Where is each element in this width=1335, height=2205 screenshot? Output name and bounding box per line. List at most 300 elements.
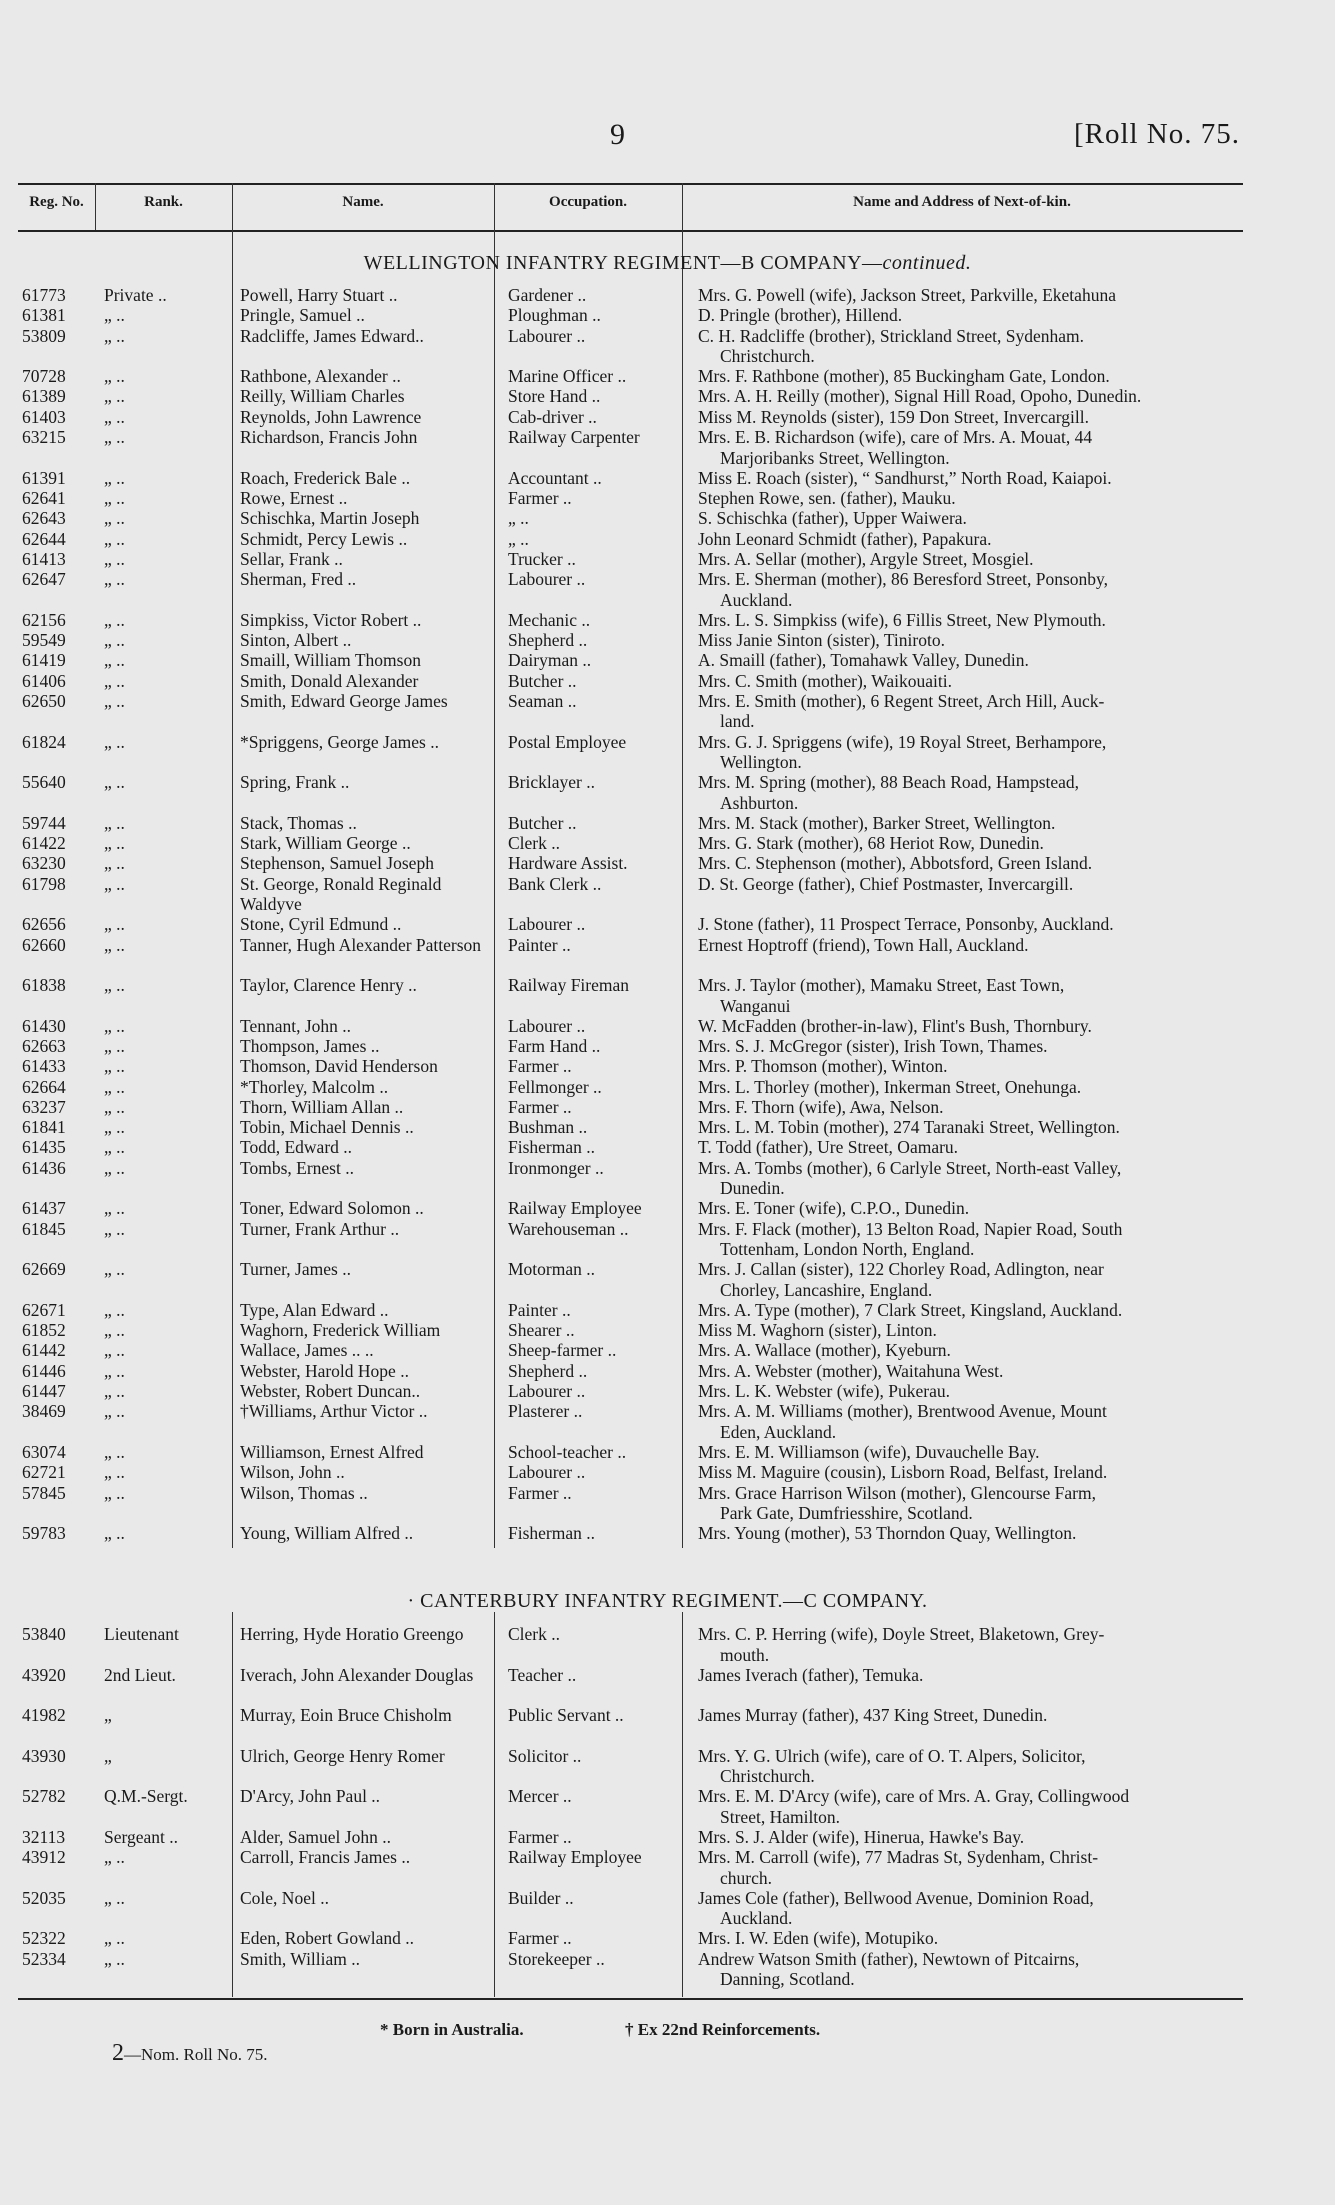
table-row — [0, 1340, 1335, 1360]
rank-cell: „ .. — [104, 1928, 125, 1949]
next-of-kin-cell — [698, 1483, 1243, 1524]
table-row — [0, 1665, 1335, 1706]
next-of-kin-line: Miss Janie Sinton (sister), Tiniroto. — [698, 630, 945, 651]
reg-number: 61391 — [22, 467, 66, 488]
reg-number: 61435 — [22, 1137, 66, 1158]
section-title-wellington — [0, 252, 1335, 275]
rank-cell: „ .. — [104, 1096, 125, 1117]
next-of-kin-cell — [698, 508, 1243, 529]
next-of-kin-continuation: Marjoribanks Street, Wellington. — [720, 447, 950, 468]
rank-cell: Lieutenant — [104, 1624, 179, 1644]
next-of-kin-cell — [698, 1786, 1243, 1827]
rank-cell: „ .. — [104, 1035, 125, 1056]
next-of-kin-line: Mrs. E. Toner (wife), C.P.O., Dunedin. — [698, 1198, 970, 1219]
next-of-kin-cell — [698, 630, 1243, 651]
name-cell: D'Arcy, John Paul .. — [240, 1786, 381, 1807]
reg-number: 61430 — [22, 1015, 66, 1036]
table-row — [0, 488, 1335, 508]
rank-cell: „ .. — [104, 833, 125, 854]
name-cell: Stephenson, Samuel Joseph — [240, 853, 434, 874]
nom-roll-text: —Nom. Roll No. 75. — [124, 2045, 268, 2064]
reg-number: 61442 — [22, 1340, 66, 1361]
name-cell: Stark, William George .. — [240, 833, 411, 854]
next-of-kin-line: Miss M. Maguire (cousin), Lisborn Road, Belfast, Ireland. — [698, 1462, 1108, 1483]
next-of-kin-continuation: Christchurch. — [720, 1766, 815, 1787]
rank-cell: „ .. — [104, 914, 125, 935]
rank-cell: „ .. — [104, 1360, 125, 1381]
occupation-cell: Ploughman .. — [508, 305, 601, 326]
next-of-kin-line: Mrs. Y. G. Ulrich (wife), care of O. T. Alpers, Solicitor, — [698, 1745, 1086, 1766]
occupation-cell: Postal Employee — [508, 731, 627, 752]
rank-cell: „ — [104, 1705, 112, 1726]
next-of-kin-line: Mrs. E. M. Williamson (wife), Duvauchelle Bay. — [698, 1441, 1040, 1462]
name-cell: Toner, Edward Solomon .. — [240, 1198, 424, 1219]
next-of-kin-cell — [698, 1016, 1243, 1037]
name-cell: Smaill, William Thomson — [240, 650, 421, 671]
next-of-kin-cell — [698, 1036, 1243, 1057]
name-cell: Smith, William .. — [240, 1948, 361, 1969]
rank-cell: „ .. — [104, 487, 125, 508]
rank-cell: „ .. — [104, 609, 125, 630]
occupation-cell: Cab-driver .. — [508, 406, 597, 427]
name-cell: *Spriggens, George James .. — [240, 731, 439, 752]
table-row — [0, 1624, 1335, 1665]
next-of-kin-line: Mrs. L. M. Tobin (mother), 274 Taranaki Street, Wellington. — [698, 1117, 1120, 1138]
name-cell: Smith, Edward George James — [240, 690, 448, 711]
rank-cell: „ .. — [104, 630, 125, 651]
occupation-cell: Clerk .. — [508, 1624, 561, 1644]
reg-number: 61824 — [22, 731, 66, 752]
name-cell: Thorn, William Allan .. — [240, 1096, 404, 1117]
rank-cell: „ .. — [104, 548, 125, 569]
reg-number: 38469 — [22, 1401, 66, 1422]
name-cell: Schmidt, Percy Lewis .. — [240, 528, 408, 549]
table-row — [0, 1462, 1335, 1482]
occupation-cell: Labourer .. — [508, 1381, 586, 1402]
reg-number: 61406 — [22, 670, 66, 691]
reg-number: 59783 — [22, 1523, 66, 1544]
rank-cell: „ .. — [104, 1847, 125, 1868]
reg-number: 61413 — [22, 548, 66, 569]
rank-cell: „ .. — [104, 1218, 125, 1239]
nom-roll-num: 2 — [112, 2040, 124, 2066]
next-of-kin-line: Mrs. C. Smith (mother), Waikouaiti. — [698, 670, 952, 691]
rank-cell: „ .. — [104, 1137, 125, 1158]
reg-number: 62644 — [22, 528, 66, 549]
next-of-kin-continuation: mouth. — [720, 1644, 770, 1665]
table-row — [0, 1036, 1335, 1056]
next-of-kin-cell — [698, 366, 1243, 387]
occupation-cell: Shepherd .. — [508, 1360, 588, 1381]
name-cell: Rathbone, Alexander .. — [240, 366, 401, 387]
occupation-cell: Seaman .. — [508, 690, 577, 711]
next-of-kin-line: Mrs. C. P. Herring (wife), Doyle Street, Blaketown, Grey- — [698, 1624, 1105, 1644]
occupation-cell: Fisherman .. — [508, 1137, 596, 1158]
table-row — [0, 1928, 1335, 1948]
footnote-born: * Born in Australia. — [380, 2020, 524, 2039]
rank-cell: „ .. — [104, 427, 125, 448]
next-of-kin-line: Mrs. F. Thorn (wife), Awa, Nelson. — [698, 1096, 944, 1117]
rank-cell: „ .. — [104, 1198, 125, 1219]
reg-number: 62663 — [22, 1035, 66, 1056]
next-of-kin-line: Mrs. L. Thorley (mother), Inkerman Street, Onehunga. — [698, 1076, 1082, 1097]
occupation-cell: Fellmonger .. — [508, 1076, 602, 1097]
table-row — [0, 1198, 1335, 1218]
next-of-kin-line: Mrs. E. B. Richardson (wife), care of Mrs. A. Mouat, 44 — [698, 427, 1093, 448]
occupation-cell: Gardener .. — [508, 285, 587, 305]
rank-cell: „ .. — [104, 1117, 125, 1138]
next-of-kin-line: S. Schischka (father), Upper Waiwera. — [698, 508, 967, 529]
occupation-cell: Marine Officer .. — [508, 366, 627, 387]
reg-number: 61798 — [22, 873, 66, 894]
name-cell: Smith, Donald Alexander — [240, 670, 419, 691]
rank-cell: 2nd Lieut. — [104, 1664, 176, 1685]
table-row — [0, 1827, 1335, 1847]
next-of-kin-cell — [698, 1117, 1243, 1138]
next-of-kin-line: Mrs. G. Stark (mother), 68 Heriot Row, Dunedin. — [698, 833, 1044, 854]
occupation-cell: Accountant .. — [508, 467, 602, 488]
next-of-kin-line: James Iverach (father), Temuka. — [698, 1664, 924, 1685]
next-of-kin-continuation: Dunedin. — [720, 1178, 785, 1199]
occupation-cell: Labourer .. — [508, 325, 586, 346]
next-of-kin-continuation: church. — [720, 1867, 772, 1888]
name-cell: Todd, Edward .. — [240, 1137, 353, 1158]
table-row — [0, 975, 1335, 1016]
next-of-kin-cell — [698, 285, 1243, 306]
name-cell: Ulrich, George Henry Romer — [240, 1745, 445, 1766]
name-cell: Thomson, David Henderson — [240, 1056, 438, 1077]
reg-number: 43912 — [22, 1847, 66, 1868]
rank-cell: „ .. — [104, 1948, 125, 1969]
reg-number: 61389 — [22, 386, 66, 407]
reg-number: 62664 — [22, 1076, 66, 1097]
next-of-kin-line: Miss M. Reynolds (sister), 159 Don Street, Invercargill. — [698, 406, 1089, 427]
next-of-kin-continuation: Christchurch. — [720, 346, 815, 367]
name-cell: Thompson, James .. — [240, 1035, 380, 1056]
table-row — [0, 772, 1335, 813]
table-row — [0, 1401, 1335, 1442]
next-of-kin-cell — [698, 853, 1243, 874]
next-of-kin-line: T. Todd (father), Ure Street, Oamaru. — [698, 1137, 959, 1158]
rank-cell: „ .. — [104, 1482, 125, 1503]
occupation-cell: Butcher .. — [508, 812, 577, 833]
reg-number: 62156 — [22, 609, 66, 630]
reg-number: 53840 — [22, 1624, 66, 1644]
next-of-kin-cell — [698, 914, 1243, 935]
reg-number: 59549 — [22, 630, 66, 651]
rank-cell: „ .. — [104, 1887, 125, 1908]
name-cell: Wallace, James .. .. — [240, 1340, 374, 1361]
next-of-kin-cell — [698, 1381, 1243, 1402]
reg-number: 61841 — [22, 1117, 66, 1138]
table-row — [0, 1097, 1335, 1117]
occupation-cell: Hardware Assist. — [508, 853, 628, 874]
next-of-kin-cell — [698, 732, 1243, 773]
next-of-kin-cell — [698, 1219, 1243, 1260]
section-title-continued: continued. — [882, 252, 972, 274]
occupation-cell: Labourer .. — [508, 569, 586, 590]
reg-number: 61852 — [22, 1320, 66, 1341]
next-of-kin-cell — [698, 1949, 1243, 1990]
reg-number: 62647 — [22, 569, 66, 590]
table-row — [0, 813, 1335, 833]
next-of-kin-cell — [698, 1442, 1243, 1463]
next-of-kin-line: D. St. George (father), Chief Postmaster, Invercargill. — [698, 873, 1074, 894]
name-cell: Wilson, Thomas .. — [240, 1482, 368, 1503]
occupation-cell: Bushman .. — [508, 1117, 588, 1138]
rank-cell: „ .. — [104, 1340, 125, 1361]
table-row — [0, 1888, 1335, 1929]
occupation-cell: Plasterer .. — [508, 1401, 583, 1422]
next-of-kin-line: Mrs. S. J. McGregor (sister), Irish Town, Thames. — [698, 1035, 1048, 1056]
occupation-cell: Farm Hand .. — [508, 1035, 601, 1056]
reg-number: 63230 — [22, 853, 66, 874]
name-cell: Turner, James .. — [240, 1259, 351, 1280]
roll-table-wellington — [0, 285, 1335, 1543]
next-of-kin-cell — [698, 1300, 1243, 1321]
next-of-kin-cell — [698, 1847, 1243, 1888]
next-of-kin-cell — [698, 549, 1243, 570]
occupation-cell: Shearer .. — [508, 1320, 575, 1341]
name-cell: *Thorley, Malcolm .. — [240, 1076, 389, 1097]
next-of-kin-cell — [698, 1665, 1243, 1686]
name-cell: Webster, Robert Duncan.. — [240, 1381, 421, 1402]
reg-number: 61381 — [22, 305, 66, 326]
reg-number: 61433 — [22, 1056, 66, 1077]
next-of-kin-continuation: Park Gate, Dumfriesshire, Scotland. — [720, 1503, 973, 1524]
name-cell: Iverach, John Alexander Douglas — [240, 1664, 474, 1685]
header-kin: Name and Address of Next-of-kin. — [853, 194, 1071, 210]
table-row — [0, 549, 1335, 569]
table-row — [0, 468, 1335, 488]
occupation-cell: Teacher .. — [508, 1664, 577, 1685]
name-cell: Tanner, Hugh Alexander Patterson — [240, 934, 482, 955]
reg-number: 61437 — [22, 1198, 66, 1219]
occupation-cell: Mercer .. — [508, 1786, 572, 1807]
occupation-cell: Farmer .. — [508, 1056, 572, 1077]
name-cell: †Williams, Arthur Victor .. — [240, 1401, 428, 1422]
name-cell: Richardson, Francis John — [240, 427, 418, 448]
table-row — [0, 671, 1335, 691]
next-of-kin-line: Mrs. F. Flack (mother), 13 Belton Road, Napier Road, South — [698, 1218, 1123, 1239]
next-of-kin-continuation: Chorley, Lancashire, England. — [720, 1279, 933, 1300]
occupation-cell: Farmer .. — [508, 1826, 572, 1847]
occupation-cell: Dairyman .. — [508, 650, 592, 671]
next-of-kin-line: Andrew Watson Smith (father), Newtown of Pitcairns, — [698, 1948, 1080, 1969]
name-cell: Reynolds, John Lawrence — [240, 406, 422, 427]
reg-number: 61403 — [22, 406, 66, 427]
next-of-kin-cell — [698, 1888, 1243, 1929]
name-cell: Alder, Samuel John .. — [240, 1826, 391, 1847]
table-row — [0, 285, 1335, 305]
next-of-kin-line: Mrs. G. Powell (wife), Jackson Street, Parkville, Eketahuna — [698, 285, 1116, 305]
next-of-kin-line: Mrs. Young (mother), 53 Thorndon Quay, Wellington. — [698, 1523, 1077, 1544]
table-row — [0, 1847, 1335, 1888]
table-row — [0, 1259, 1335, 1300]
reg-number: 43930 — [22, 1745, 66, 1766]
table-row — [0, 1361, 1335, 1381]
occupation-cell: Bricklayer .. — [508, 772, 595, 793]
nom-roll-footer — [112, 2040, 268, 2067]
reg-number: 70728 — [22, 366, 66, 387]
next-of-kin-cell — [698, 1320, 1243, 1341]
footer-rule — [18, 1998, 1243, 2000]
rank-cell: „ .. — [104, 467, 125, 488]
table-row — [0, 1137, 1335, 1157]
rank-cell: „ .. — [104, 1401, 125, 1422]
next-of-kin-line: Mrs. J. Callan (sister), 122 Chorley Road, Adlington, near — [698, 1259, 1104, 1280]
table-row — [0, 569, 1335, 610]
table-row — [0, 1705, 1335, 1746]
next-of-kin-line: Mrs. M. Carroll (wife), 77 Madras St, Sydenham, Christ- — [698, 1847, 1099, 1868]
name-cell: Tombs, Ernest .. — [240, 1157, 354, 1178]
footnote-ex: † Ex 22nd Reinforcements. — [625, 2020, 821, 2039]
table-row — [0, 1442, 1335, 1462]
header-bottom-rule — [18, 230, 1243, 232]
occupation-cell: Painter .. — [508, 1299, 571, 1320]
reg-number: 63215 — [22, 427, 66, 448]
occupation-cell: Railway Employee — [508, 1847, 642, 1868]
next-of-kin-line: Ernest Hoptroff (friend), Town Hall, Auckland. — [698, 934, 1029, 955]
occupation-cell: Trucker .. — [508, 548, 576, 569]
name-cell: Reilly, William Charles — [240, 386, 405, 407]
name-cell: Williamson, Ernest Alfred — [240, 1441, 424, 1462]
occupation-cell: School-teacher .. — [508, 1441, 627, 1462]
name-cell: Wilson, John .. — [240, 1462, 345, 1483]
rank-cell: „ — [104, 1745, 112, 1766]
rank-cell: „ .. — [104, 975, 125, 996]
next-of-kin-cell — [698, 1340, 1243, 1361]
reg-number: 61845 — [22, 1218, 66, 1239]
next-of-kin-line: Mrs. I. W. Eden (wife), Motupiko. — [698, 1928, 939, 1949]
reg-number: 57845 — [22, 1482, 66, 1503]
next-of-kin-cell — [698, 691, 1243, 732]
next-of-kin-line: James Cole (father), Bellwood Avenue, Dominion Road, — [698, 1887, 1094, 1908]
reg-number: 63237 — [22, 1096, 66, 1117]
occupation-cell: Railway Fireman — [508, 975, 630, 996]
reg-number: 62641 — [22, 487, 66, 508]
name-cell: Sinton, Albert .. — [240, 630, 352, 651]
occupation-cell: Builder .. — [508, 1887, 574, 1908]
occupation-cell: Shepherd .. — [508, 630, 588, 651]
next-of-kin-line: Mrs. E. Sherman (mother), 86 Beresford Street, Ponsonby, — [698, 569, 1109, 590]
name-cell: Spring, Frank .. — [240, 772, 350, 793]
table-row — [0, 1077, 1335, 1097]
next-of-kin-line: John Leonard Schmidt (father), Papakura. — [698, 528, 992, 549]
name-cell: St. George, Ronald Reginald Waldyve — [240, 873, 442, 915]
next-of-kin-line: Mrs. F. Rathbone (mother), 85 Buckingham Gate, London. — [698, 366, 1110, 387]
next-of-kin-line: Mrs. A. Type (mother), 7 Clark Street, Kingsland, Auckland. — [698, 1299, 1123, 1320]
reg-number: 32113 — [22, 1826, 66, 1847]
next-of-kin-line: Mrs. J. Taylor (mother), Mamaku Street, East Town, — [698, 975, 1065, 996]
name-cell: Stone, Cyril Edmund .. — [240, 914, 402, 935]
occupation-cell: „ .. — [508, 508, 529, 529]
header-rank: Rank. — [144, 194, 183, 210]
next-of-kin-cell — [698, 935, 1243, 956]
next-of-kin-line: D. Pringle (brother), Hillend. — [698, 305, 903, 326]
next-of-kin-line: Mrs. M. Spring (mother), 88 Beach Road, Hampstead, — [698, 772, 1080, 793]
next-of-kin-cell — [698, 833, 1243, 854]
next-of-kin-continuation: Eden, Auckland. — [720, 1421, 837, 1442]
table-row — [0, 1219, 1335, 1260]
table-row — [0, 407, 1335, 427]
next-of-kin-cell — [698, 1198, 1243, 1219]
next-of-kin-cell — [698, 1056, 1243, 1077]
next-of-kin-line: Mrs. P. Thomson (mother), Winton. — [698, 1056, 948, 1077]
next-of-kin-line: Mrs. A. Sellar (mother), Argyle Street, Mosgiel. — [698, 548, 1034, 569]
table-row — [0, 610, 1335, 630]
rank-cell: „ .. — [104, 812, 125, 833]
table-row — [0, 1949, 1335, 1990]
next-of-kin-cell — [698, 529, 1243, 550]
next-of-kin-cell — [698, 1137, 1243, 1158]
section-title-main: WELLINGTON INFANTRY REGIMENT—B COMPANY— — [363, 252, 883, 274]
next-of-kin-cell — [698, 427, 1243, 468]
reg-number: 61422 — [22, 833, 66, 854]
rank-cell: „ .. — [104, 1381, 125, 1402]
occupation-cell: Solicitor .. — [508, 1745, 582, 1766]
name-cell: Stack, Thomas .. — [240, 812, 357, 833]
next-of-kin-cell — [698, 1077, 1243, 1098]
reg-number: 61447 — [22, 1381, 66, 1402]
reg-number: 62660 — [22, 934, 66, 955]
reg-number: 62721 — [22, 1462, 66, 1483]
next-of-kin-cell — [698, 650, 1243, 671]
next-of-kin-cell — [698, 386, 1243, 407]
table-row — [0, 1016, 1335, 1036]
occupation-cell: Labourer .. — [508, 1015, 586, 1036]
roll-label: [Roll No. 75. — [1073, 118, 1240, 150]
next-of-kin-cell — [698, 1361, 1243, 1382]
rank-cell: „ .. — [104, 1259, 125, 1280]
occupation-cell: Bank Clerk .. — [508, 873, 602, 894]
name-cell: Murray, Eoin Bruce Chisholm — [240, 1705, 452, 1726]
occupation-cell: Railway Carpenter — [508, 427, 640, 448]
reg-number: 62650 — [22, 690, 66, 711]
occupation-cell: Labourer .. — [508, 1462, 586, 1483]
next-of-kin-cell — [698, 569, 1243, 610]
name-cell: Taylor, Clarence Henry .. — [240, 975, 417, 996]
reg-number: 52334 — [22, 1948, 66, 1969]
occupation-cell: Farmer .. — [508, 1928, 572, 1949]
name-cell: Carroll, Francis James .. — [240, 1847, 411, 1868]
reg-number: 61419 — [22, 650, 66, 671]
rank-cell: „ .. — [104, 406, 125, 427]
reg-number: 62671 — [22, 1299, 66, 1320]
next-of-kin-line: Mrs. A. Tombs (mother), 6 Carlyle Street, North-east Valley, — [698, 1157, 1122, 1178]
section-title-canterbury: · CANTERBURY INFANTRY REGIMENT.—C COMPANY. — [407, 1590, 928, 1612]
table-row — [0, 326, 1335, 367]
next-of-kin-line: Mrs. L. K. Webster (wife), Pukerau. — [698, 1381, 950, 1402]
header-name: Name. — [342, 194, 384, 210]
reg-number: 52782 — [22, 1786, 66, 1807]
occupation-cell: Store Hand .. — [508, 386, 601, 407]
next-of-kin-continuation: land. — [720, 711, 755, 732]
rank-cell: „ .. — [104, 873, 125, 894]
name-cell: Eden, Robert Gowland .. — [240, 1928, 414, 1949]
rank-cell: „ .. — [104, 325, 125, 346]
next-of-kin-continuation: Danning, Scotland. — [720, 1969, 855, 1990]
occupation-cell: Farmer .. — [508, 1096, 572, 1117]
occupation-cell: Butcher .. — [508, 670, 577, 691]
reg-number: 62643 — [22, 508, 66, 529]
rank-cell: „ .. — [104, 1056, 125, 1077]
rank-cell: Private .. — [104, 285, 167, 305]
next-of-kin-line: Mrs. A. H. Reilly (mother), Signal Hill Road, Opoho, Dunedin. — [698, 386, 1142, 407]
next-of-kin-continuation: Wellington. — [720, 752, 802, 773]
rank-cell: „ .. — [104, 1523, 125, 1544]
reg-number: 63074 — [22, 1441, 66, 1462]
